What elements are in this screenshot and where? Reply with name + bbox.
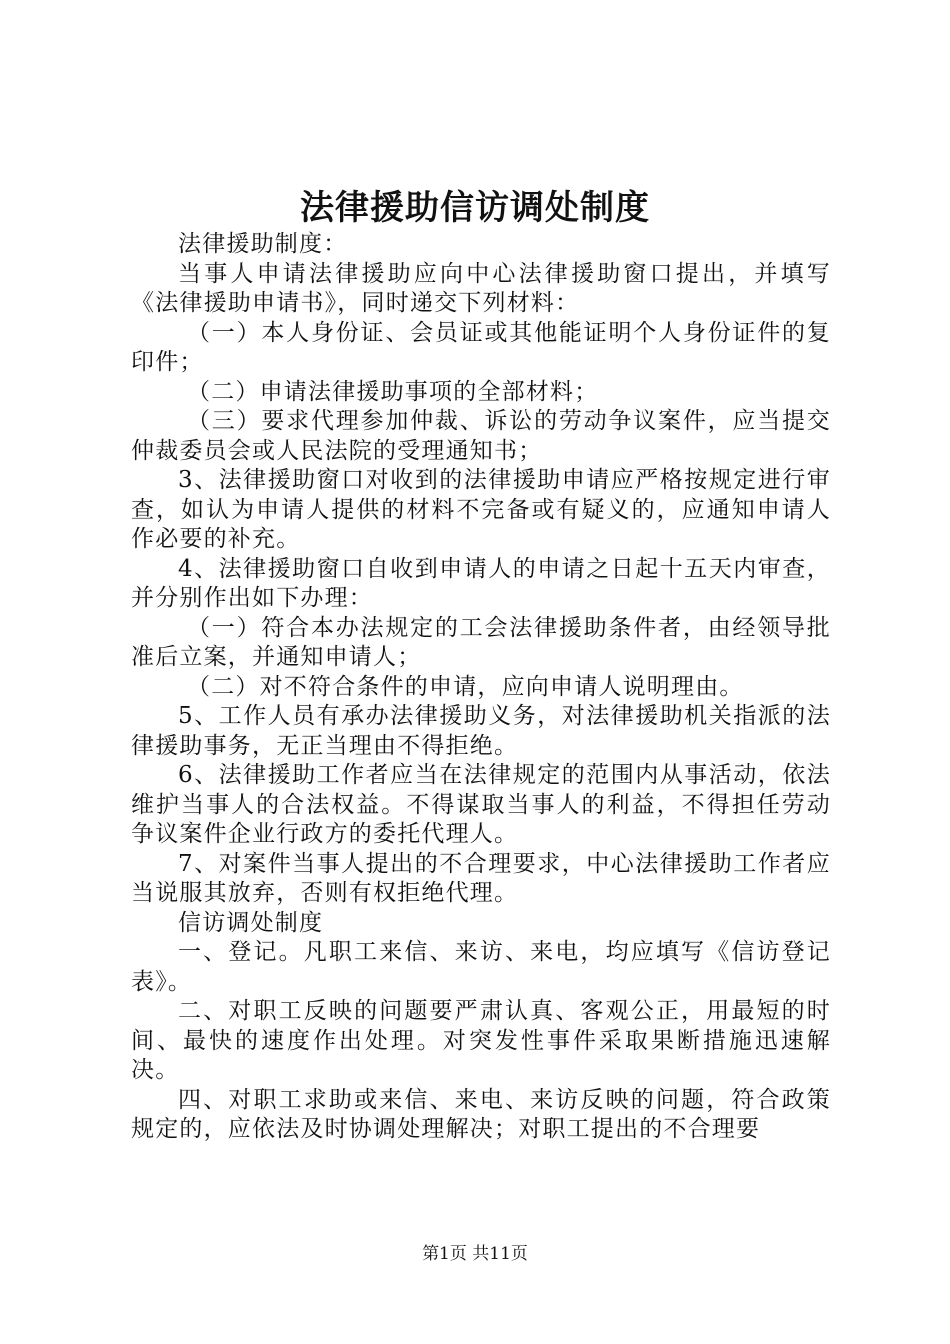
paragraph: （三）要求代理参加仲裁、诉讼的劳动争议案件，应当提交仲裁委员会或人民法院的受理通知书； xyxy=(131,408,831,464)
section-heading: 信访调处制度 xyxy=(178,909,324,936)
paragraph: （一）本人身份证、会员证或其他能证明个人身份证件的复印件； xyxy=(131,319,831,375)
paragraph: 二、对职工反映的问题要严肃认真、客观公正，用最短的时间、最快的速度作出处理。对突发性事件采取果断措施迅速解决。 xyxy=(131,998,831,1083)
paragraph: 法律援助制度： xyxy=(178,231,348,257)
paragraph: （一）符合本办法规定的工会法律援助条件者，由经领导批准后立案，并通知申请人； xyxy=(131,614,831,670)
paragraph: （二）对不符合条件的申请，应向申请人说明理由。 xyxy=(187,673,744,700)
paragraph: 5、工作人员有承办法律援助义务，对法律援助机关指派的法律援助事务，无正当理由不得拒绝。 xyxy=(131,703,831,759)
paragraph: 3、法律援助窗口对收到的法律援助申请应严格按规定进行审查，如认为申请人提供的材料不完备或有疑义的，应通知申请人作必要的补充。 xyxy=(131,467,831,552)
paragraph: 7、对案件当事人提出的不合理要求，中心法律援助工作者应当说服其放弃，否则有权拒绝代理。 xyxy=(131,850,831,906)
document-title: 法律援助信访调处制度 xyxy=(300,188,650,228)
paragraph: （二）申请法律援助事项的全部材料； xyxy=(187,378,599,405)
document-body xyxy=(131,230,831,1145)
paragraph: 4、法律援助窗口自收到申请人的申请之日起十五天内审查，并分别作出如下办理： xyxy=(131,555,831,611)
paragraph: 6、法律援助工作者应当在法律规定的范围内从事活动，依法维护当事人的合法权益。不得谋取当事人的利益，不得担任劳动争议案件企业行政方的委托代理人。 xyxy=(131,762,831,847)
paragraph: 当事人申请法律援助应向中心法律援助窗口提出，并填写《法律援助申请书》，同时递交下列材料： xyxy=(131,260,831,316)
page-footer: 第1页 共11页 xyxy=(422,1244,528,1264)
paragraph: 四、对职工求助或来信、来电、来访反映的问题，符合政策规定的，应依法及时协调处理解决；对职工提出的不合理要 xyxy=(131,1086,831,1142)
paragraph: 一、登记。凡职工来信、来访、来电，均应填写《信访登记表》。 xyxy=(131,939,831,995)
